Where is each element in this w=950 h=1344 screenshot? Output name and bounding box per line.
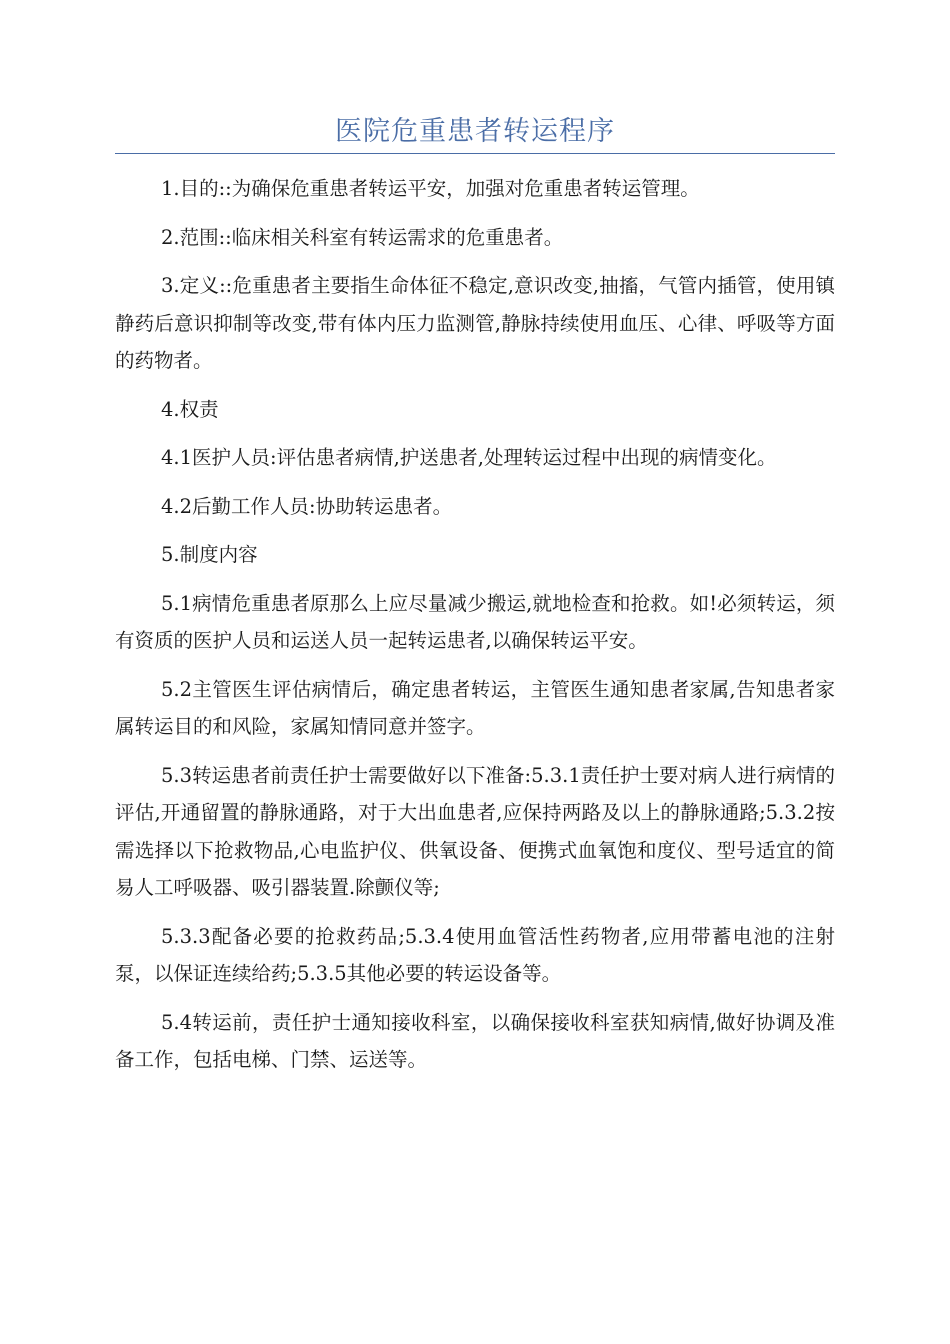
paragraph-5-4: 5.4转运前，责任护士通知接收科室，以确保接收科室获知病情,做好协调及准备工作，包括电梯、门禁、运送等。 (115, 1010, 835, 1071)
paragraph-logistics-staff: 4.2后勤工作人员:协助转运患者。 (161, 494, 453, 518)
paragraph-definition: 3.定义::危重患者主要指生命体征不稳定,意识改变,抽搐，气管内插管，使用镇静药后意识抑制等改变,带有体内压力监测管,静脉持续使用血压、心律、呼吸等方面的药物者。 (115, 274, 835, 372)
paragraph-purpose: 1.目的::为确保危重患者转运平安，加强对危重患者转运管理。 (161, 177, 700, 200)
paragraph-scope: 2.范围::临床相关科室有转运需求的危重患者。 (161, 225, 564, 249)
paragraph-5-3: 5.3转运患者前责任护士需要做好以下准备:5.3.1责任护士要对病人进行病情的评估,开通留置的静脉通路，对于大出血患者,应保持两路及以上的静脉通路;5.3.2按需选择以下抢救物品,心电监护仪、供氧设备、便携式血氧饱和度仪、型号适宜的简易人工呼吸器、吸引器装置.除颤仪等; (115, 763, 835, 899)
paragraph-5-1: 5.1病情危重患者原那么上应尽量减少搬运,就地检查和抢救。如!必须转运，须有资质的医护人员和运送人员一起转运患者,以确保转运平安。 (115, 591, 835, 652)
paragraph-medical-staff: 4.1医护人员:评估患者病情,护送患者,处理转运过程中出现的病情变化。 (161, 446, 777, 469)
paragraph-5-2: 5.2主管医生评估病情后，确定患者转运，主管医生通知患者家属,告知患者家属转运目的和风险，家属知情同意并签字。 (115, 677, 835, 738)
paragraph-policy-heading: 5.制度内容 (161, 543, 258, 566)
paragraph-responsibilities-heading: 4.权责 (161, 397, 219, 421)
paragraph-5-3-3: 5.3.3配备必要的抢救药品;5.3.4使用血管活性药物者,应用带蓄电池的注射泵，以保证连续给药;5.3.5其他必要的转运设备等。 (115, 924, 835, 985)
title-underline (115, 153, 835, 154)
document-body (115, 170, 835, 1090)
document-title: 医院危重患者转运程序 (335, 116, 615, 147)
